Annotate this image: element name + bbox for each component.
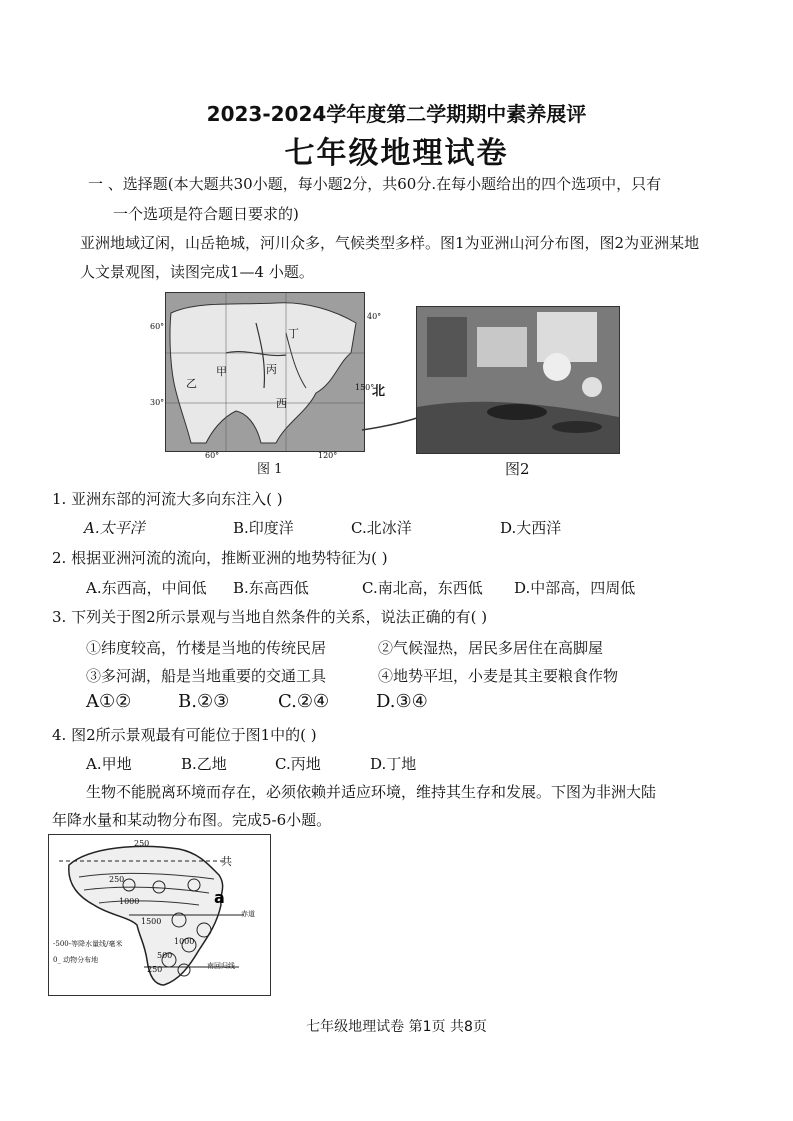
question-1-option-d: D.大西洋 (500, 519, 562, 537)
legend-animal-distribution: 0_ 动物分布地 (53, 956, 99, 964)
map-label-jia: 甲 (216, 365, 227, 378)
question-1-option-b: B.印度洋 (233, 519, 294, 537)
map-tick-60-left: 60° (150, 322, 165, 331)
section-heading: 一 、选择题(本大题共30小题，每小题2分，共60分.在每小题给出的四个选项中，只有 (88, 175, 662, 193)
intro-paragraph-2-line-1: 生物不能脱离环境而存在，必须依赖并适应环境，维持其生存和发展。下图为非洲大陆 (86, 783, 657, 801)
asia-cultural-landscape-photo (416, 306, 620, 454)
isohyet-label-250: 250 (109, 875, 125, 884)
question-3-option-b: B.②③ (178, 691, 230, 712)
question-2-option-c: C.南北高，东西低 (362, 579, 483, 597)
isohyet-label-250-top: 250 (134, 839, 150, 848)
question-3-statement-1: ①纬度较高，竹楼是当地的传统民居 (86, 639, 327, 657)
map-label-xi: 西 (276, 397, 287, 410)
exam-year-title: 2023-2024学年度第二学期期中素养展评 (206, 102, 587, 126)
intro-paragraph-1-line-2: 人文景观图，读图完成1—4 小题。 (80, 263, 314, 281)
question-2-stem: 2. 根据亚洲河流的流向，推断亚洲的地势特征为( ) (52, 549, 388, 567)
figure-2-caption: 图2 (505, 460, 530, 478)
intro-paragraph-2-line-2: 年降水量和某动物分布图。完成5-6小题。 (52, 811, 332, 829)
svg-text:a: a (214, 888, 225, 907)
africa-precipitation-map (48, 834, 271, 996)
question-3-statement-3: ③多河湖，船是当地重要的交通工具 (86, 667, 327, 685)
question-1-stem: 1. 亚洲东部的河流大多向东注入( ) (52, 490, 283, 508)
exam-subject-title: 七年级地理试卷 (284, 136, 509, 171)
connector-arrow (362, 415, 422, 435)
question-3-statement-2: ②气候湿热，居民多居住在高脚屋 (378, 639, 604, 657)
map-tick-30: 30° (150, 398, 165, 407)
question-3-statement-4: ④地势平坦，小麦是其主要粮食作物 (378, 667, 619, 685)
isohyet-label-500: 500 (157, 951, 173, 960)
asia-map-graphic (166, 293, 364, 451)
intro-paragraph-1-line-1: 亚洲地域辽闲，山岳艳城，河川众多，气候类型多样。图1为亚洲山河分布图，图2为亚洲某地 (80, 234, 700, 252)
map-label-bei: 北 (372, 384, 386, 399)
isohyet-label-250-south: 250 (147, 965, 163, 974)
map-tick-40: 40° (367, 312, 382, 321)
question-3-option-c: C.②④ (278, 691, 330, 712)
tropic-label: 南回归线 (207, 962, 235, 970)
map-tick-60-bottom: 60° (205, 451, 220, 460)
question-4-option-b: B.乙地 (181, 755, 227, 773)
figure-1-caption: 图 1 (257, 462, 283, 477)
question-3-option-d: D.③④ (376, 691, 428, 712)
question-1-option-c: C.北冰洋 (351, 519, 412, 537)
landscape-photo-graphic (417, 307, 619, 453)
map-label-gong: 共 (221, 855, 232, 868)
question-2-option-a: A.东西高，中间低 (86, 579, 207, 597)
question-4-option-a: A.甲地 (86, 755, 132, 773)
section-heading-continued: 一个选项是符合题日要求的) (113, 205, 299, 223)
map-tick-120: 120° (318, 451, 338, 460)
map-label-yi: 乙 (186, 377, 197, 390)
asia-river-map-figure (165, 292, 365, 452)
map-label-bing: 丙 (266, 363, 277, 376)
question-2-option-d: D.中部高，四周低 (514, 579, 636, 597)
question-4-stem: 4. 图2所示景观最有可能位于图1中的( ) (52, 726, 317, 744)
isohyet-label-1500: 1500 (141, 917, 162, 926)
map-label-ding: 丁 (288, 327, 299, 340)
question-3-option-a: A①② (86, 691, 132, 712)
map-tick-150: 150° (355, 383, 375, 392)
question-2-option-b: B.东高西低 (233, 579, 309, 597)
legend-isohyet: -500-等降水量线/毫米 (53, 940, 123, 948)
question-4-option-c: C.丙地 (275, 755, 321, 773)
question-1-option-a: A.太平洋 (84, 519, 145, 537)
question-4-option-d: D.丁地 (370, 755, 417, 773)
isohyet-label-1000-south: 1000 (174, 937, 195, 946)
page-footer: 七年级地理试卷 第1页 共8页 (306, 1019, 487, 1035)
question-3-stem: 3. 下列关于图2所示景观与当地自然条件的关系，说法正确的有( ) (52, 608, 488, 626)
equator-label: 赤道 (241, 910, 255, 918)
isohyet-label-1000: 1000 (119, 897, 140, 906)
